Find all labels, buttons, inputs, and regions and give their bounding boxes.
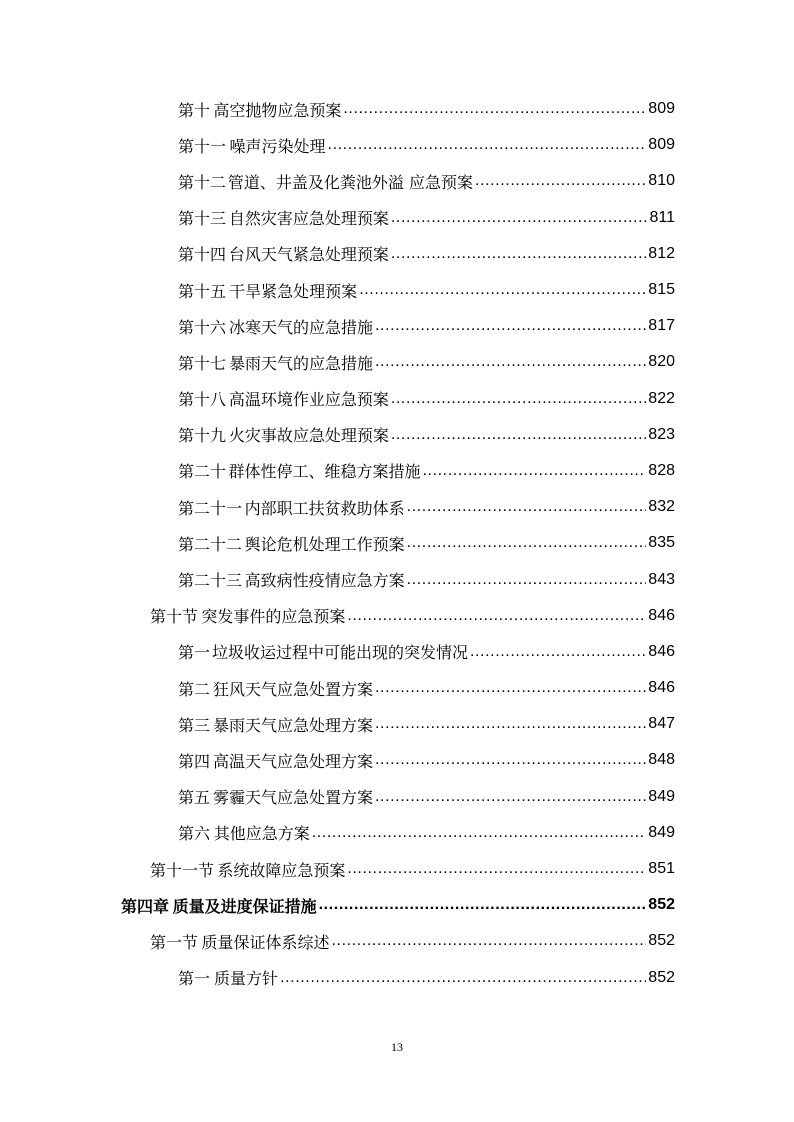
toc-entry-page: 811	[649, 208, 675, 226]
toc-entry[interactable]	[0, 561, 794, 597]
dot-leader	[475, 173, 646, 189]
toc-entry-title: 冰寒天气的应急措施	[229, 317, 374, 337]
toc-entry-page: 846	[648, 606, 675, 624]
toc-entry-page: 832	[648, 498, 675, 516]
toc-entry[interactable]	[0, 960, 794, 996]
toc-entry-page: 852	[648, 896, 675, 914]
toc-entry-number: 第十七	[178, 353, 227, 373]
toc-entry[interactable]	[0, 706, 794, 742]
toc-entry-title: 台风天气紧急处理预案	[228, 245, 389, 265]
toc-entry[interactable]	[0, 670, 794, 706]
toc-entry-number: 第三	[178, 715, 211, 735]
toc-entry-page: 809	[648, 136, 675, 154]
toc-entry-page: 843	[648, 570, 675, 588]
toc-entry-title: 管道、井盖及化粪池外溢 应急预案	[227, 172, 473, 192]
toc-entry-title: 干旱紧急处理预案	[229, 281, 358, 301]
dot-leader	[375, 354, 646, 370]
toc-entry-title: 自然灾害应急处理预案	[228, 209, 389, 229]
toc-entry-number: 第四章	[121, 896, 170, 916]
toc-entry[interactable]	[0, 272, 794, 308]
toc-entry-title: 群体性停工、维稳方案措施	[228, 462, 421, 482]
toc-entry[interactable]	[0, 923, 794, 959]
dot-leader	[319, 897, 647, 913]
toc-entry-title: 高温天气应急处理方案	[213, 751, 374, 771]
toc-entry[interactable]	[0, 236, 794, 272]
dot-leader	[391, 427, 646, 443]
toc-entry-title: 垃圾收运过程中可能出现的突发情况	[211, 643, 468, 663]
dot-leader	[347, 861, 646, 877]
toc-entry-page: 822	[648, 389, 675, 407]
toc-entry[interactable]	[0, 308, 794, 344]
toc-entry-title: 高温环境作业应急预案	[228, 390, 389, 410]
toc-entry-number: 第十一	[178, 136, 227, 156]
dot-leader	[359, 282, 646, 298]
dot-leader	[375, 318, 646, 334]
toc-entry-page: 812	[648, 244, 675, 262]
toc-entry-number: 第十九	[178, 426, 227, 446]
toc-entry-number: 第十节	[150, 607, 199, 627]
toc-entry[interactable]	[0, 91, 794, 127]
toc-entry-number: 第十四	[178, 245, 227, 265]
dot-leader	[312, 825, 647, 841]
toc-entry-number: 第十	[178, 100, 211, 120]
toc-entry[interactable]	[0, 417, 794, 453]
toc-entry[interactable]	[0, 887, 794, 923]
toc-entry-title: 高致病性疫情应急方案	[244, 571, 405, 591]
toc-entry[interactable]	[0, 634, 794, 670]
dot-leader	[470, 644, 646, 660]
dot-leader	[375, 680, 646, 696]
toc-entry-page: 809	[648, 100, 675, 118]
toc-entry-number: 第一节	[150, 932, 199, 952]
dot-leader	[332, 933, 647, 949]
toc-entry[interactable]	[0, 127, 794, 163]
toc-entry[interactable]	[0, 779, 794, 815]
toc-entry-title: 系统故障应急预案	[217, 860, 346, 880]
table-of-contents	[0, 91, 794, 996]
toc-entry-number: 第六	[178, 824, 211, 844]
toc-entry-title: 舆论危机处理工作预案	[244, 534, 405, 554]
toc-entry[interactable]	[0, 489, 794, 525]
toc-entry-number: 第二十三	[178, 571, 243, 591]
toc-entry-number: 第二	[178, 679, 211, 699]
toc-entry-title: 暴雨天气应急处理方案	[213, 715, 374, 735]
toc-entry-title: 内部职工扶贫救助体系	[244, 498, 405, 518]
toc-entry-number: 第十五	[178, 281, 227, 301]
toc-entry-number: 第十二	[178, 172, 227, 192]
toc-entry-page: 820	[648, 353, 675, 371]
toc-entry-number: 第二十	[178, 462, 227, 482]
toc-entry[interactable]	[0, 598, 794, 634]
toc-entry-title: 突发事件的应急预案	[201, 607, 346, 627]
toc-entry-page: 823	[648, 425, 675, 443]
toc-entry-number: 第十六	[178, 317, 227, 337]
toc-entry-page: 849	[648, 823, 675, 841]
toc-entry-title: 质量及进度保证措施	[172, 896, 317, 916]
dot-leader	[343, 101, 646, 117]
toc-entry-number: 第二十二	[178, 534, 243, 554]
toc-entry-page: 828	[648, 461, 675, 479]
toc-entry-page: 849	[648, 787, 675, 805]
toc-entry-title: 雾霾天气应急处置方案	[213, 788, 374, 808]
dot-leader	[391, 391, 646, 407]
toc-entry-page: 847	[648, 715, 675, 733]
toc-entry-page: 815	[648, 281, 675, 299]
toc-entry-number: 第十八	[178, 390, 227, 410]
toc-entry-number: 第一	[178, 643, 211, 663]
dot-leader	[391, 210, 648, 226]
toc-entry[interactable]	[0, 344, 794, 380]
dot-leader	[347, 608, 646, 624]
toc-entry-number: 第二十一	[178, 498, 243, 518]
dot-leader	[375, 789, 646, 805]
toc-entry[interactable]	[0, 163, 794, 199]
dot-leader	[280, 970, 646, 986]
toc-entry[interactable]	[0, 525, 794, 561]
toc-entry[interactable]	[0, 742, 794, 778]
toc-entry[interactable]	[0, 381, 794, 417]
toc-entry-title: 质量方针	[214, 969, 279, 989]
page-number: 13	[391, 1040, 403, 1054]
toc-entry-title: 火灾事故应急处理预案	[228, 426, 389, 446]
toc-entry[interactable]	[0, 815, 794, 851]
toc-entry-page: 810	[648, 172, 675, 190]
toc-entry-number: 第五	[178, 788, 211, 808]
toc-entry-page: 846	[648, 642, 675, 660]
toc-entry-page: 852	[648, 932, 675, 950]
toc-entry[interactable]	[0, 851, 794, 887]
toc-entry-page: 835	[648, 534, 675, 552]
toc-entry-number: 第十一节	[150, 860, 215, 880]
toc-entry-page: 852	[648, 968, 675, 986]
toc-entry-page: 817	[648, 317, 675, 335]
toc-entry-number: 第十三	[178, 209, 227, 229]
toc-entry[interactable]	[0, 200, 794, 236]
toc-entry-title: 高空抛物应急预案	[213, 100, 342, 120]
toc-entry-title: 其他应急方案	[213, 824, 310, 844]
toc-entry-title: 质量保证体系综述	[201, 932, 330, 952]
dot-leader	[407, 572, 647, 588]
toc-entry-title: 噪声污染处理	[229, 136, 326, 156]
toc-entry-page: 846	[648, 679, 675, 697]
dot-leader	[407, 499, 647, 515]
toc-entry-number: 第一	[178, 969, 211, 989]
toc-entry-page: 848	[648, 751, 675, 769]
dot-leader	[407, 535, 647, 551]
toc-entry-title: 暴雨天气的应急措施	[229, 353, 374, 373]
toc-entry-number: 第四	[178, 751, 211, 771]
toc-entry[interactable]	[0, 453, 794, 489]
dot-leader	[423, 463, 647, 479]
dot-leader	[328, 137, 647, 153]
dot-leader	[391, 246, 646, 262]
toc-entry-title: 狂风天气应急处置方案	[213, 679, 374, 699]
dot-leader	[375, 716, 646, 732]
toc-entry-page: 851	[648, 860, 675, 878]
dot-leader	[375, 752, 646, 768]
